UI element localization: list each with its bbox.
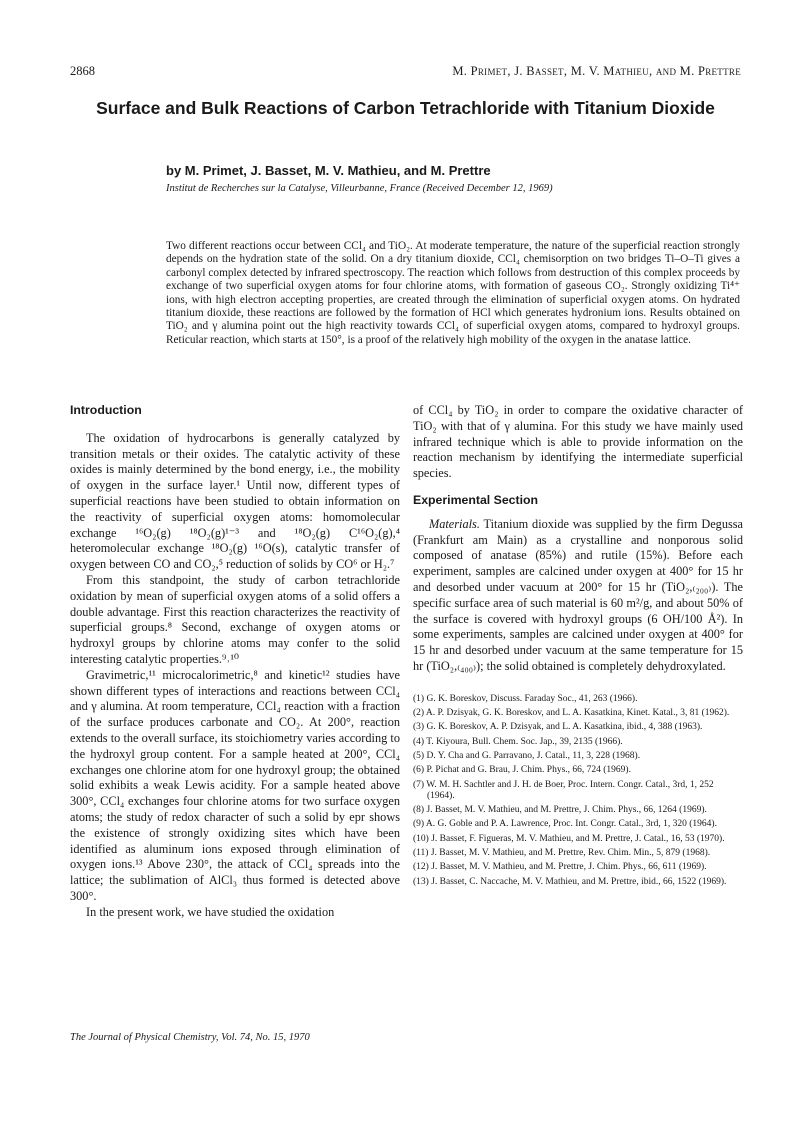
reference-list [413,694,743,888]
reference-item: (5) D. Y. Cha and G. Parravano, J. Catal., 11, 3, 228 (1968). [413,750,641,761]
intro-paragraph-2: From this standpoint, the study of carbon tetrachloride oxidation by mean of superficial oxygen atoms of a solid offers a double advantage. First this reaction characterizes the reactivity of superficial groups.⁸ Second, exchange of oxygen atoms or hydroxyl groups by chlorine atoms may confer to the solid interesting catalytic properties.⁹˒¹⁰ [70,572,400,666]
running-authors: M. Primet, J. Basset, M. V. Mathieu, and M. Prettre [452,64,741,78]
intro-paragraph-1: The oxidation of hydrocarbons is generally catalyzed by transition metals or their oxides. The catalytic activity of these oxides is mainly determined by the bond energy, i.e., the mobility of oxygen in the surface layer.¹ Until now, different types of superficial reactions have been studied to obtain information on the reactivity of superficial oxygen atoms: homomolecular exchange ¹⁶O₂(g) ¹⁸O₂(g)¹⁻³ and ¹⁸O₂(g) C¹⁶O₂(g),⁴ heteromolecular exchange ¹⁸O₂(g) ¹⁶O(s), catalytic transfer of oxygen between CO and CO₂,⁵ reduction of solids by CO⁶ or H₂.⁷ [70,430,400,572]
materials-text: Titanium dioxide was supplied by the firm Degussa (Frankfurt am Main) as a crystalline and nonporous solid composed of anatase (85%) and rutile (15%). Before each experiment, samples are calcined under oxygen at 400° for 15 hr and desorbed under vacuum at 200° for 15 hr (TiO₂,₍₂₀₀₎). The specific surface area of such material is 60 m²/g, and about 50% of the surface is covered with hydroxyl groups (6 OH/100 Å²). In some experiments, samples are calcined under oxygen at 400° for 15 hr and desorbed under vacuum at the same temperature for 15 hr (TiO₂,₍₄₀₀₎); the solid obtained is completely dehydroxylated. [413,516,743,673]
byline: by M. Primet, J. Basset, M. V. Mathieu, and M. Prettre [166,163,491,178]
right-column [413,403,743,891]
reference-item: (2) A. P. Dzisyak, G. K. Boreskov, and L. A. Kasatkina, Kinet. Katal., 3, 81 (1962). [413,708,730,719]
intro-paragraph-4: In the present work, we have studied the oxidation [86,904,335,919]
affiliation: Institut de Recherches sur la Catalyse, Villeurbanne, France (Received December 12, 1969) [166,183,553,194]
reference-item: (11) J. Basset, M. V. Mathieu, and M. Prettre, Rev. Chim. Min., 5, 879 (1968). [413,848,711,859]
reference-item: (7) W. M. H. Sachtler and J. H. de Boer, Proc. Intern. Congr. Catal., 3rd, 1, 252 (1964). [413,779,714,801]
reference-item: (13) J. Basset, C. Naccache, M. V. Mathieu, and M. Prettre, ibid., 66, 1522 (1969). [413,876,727,887]
reference-item: (6) P. Pichat and G. Brau, J. Chim. Phys., 66, 724 (1969). [413,765,631,776]
introduction-heading: Introduction [70,403,142,417]
reference-item: (8) J. Basset, M. V. Mathieu, and M. Prettre, J. Chim. Phys., 66, 1264 (1969). [413,805,707,816]
article-title: Surface and Bulk Reactions of Carbon Tetrachloride with Titanium Dioxide [96,98,715,118]
reference-item: (12) J. Basset, M. V. Mathieu, and M. Prettre, J. Chim. Phys., 66, 611 (1969). [413,862,707,873]
materials-paragraph [413,517,743,675]
experimental-heading: Experimental Section [413,492,539,507]
page-number: 2868 [70,64,95,78]
intro-continuation: of CCl₄ by TiO₂ in order to compare the oxidative character of TiO₂ with that of γ alumina. For this study we have mainly used infrared technique which is able to provide information on the reaction mechanism by identifying the intermediate superficial species. [413,403,743,481]
reference-item: (3) G. K. Boreskov, A. P. Dzisyak, and L. A. Kasatkina, ibid., 4, 388 (1963). [413,722,703,733]
running-header [70,64,741,82]
materials-label: Materials. [429,516,480,531]
reference-item: (4) T. Kiyoura, Bull. Chem. Soc. Jap., 39, 2135 (1966). [413,736,623,747]
reference-item: (10) J. Basset, F. Figueras, M. V. Mathieu, and M. Prettre, J. Catal., 16, 53 (1970). [413,833,725,844]
left-column [70,403,400,921]
journal-footer: The Journal of Physical Chemistry, Vol. 74, No. 15, 1970 [70,1032,310,1043]
reference-item: (1) G. K. Boreskov, Discuss. Faraday Soc., 41, 263 (1966). [413,693,638,704]
abstract: Two different reactions occur between CCl₄ and TiO₂. At moderate temperature, the nature of the superficial reaction strongly depends on the hydration state of the solid. On a dry titanium dioxide, CCl₄ chemisorption on two bridges Ti–O–Ti gives a carbonyl complex detected by infrared spectroscopy. The reaction which follows from destruction of this complex proceeds by exchange of two superficial oxygen atoms for four chlorine atoms, with formation of gaseous CO₂. Strongly oxidizing Ti⁴⁺ ions, with high electron accepting properties, are created through the elimination of superficial oxygen atoms. On hydrated titanium dioxide, these reactions are followed by the formation of HCl which generates hydronium ions. Results obtained on TiO₂ and γ alumina point out the high reactivity towards CCl₄ of superficial oxygen atoms, compared to hydroxyl groups. Reticular reaction, which starts at 150°, is a proof of the relatively high mobility of the oxygen in the anatase lattice. [166,240,740,346]
intro-paragraph-3: Gravimetric,¹¹ microcalorimetric,⁸ and kinetic¹² studies have shown different types of interactions and reactions between CCl₄ and γ alumina. At room temperature, CCl₄ reaction with a fraction of the surface produces carbonate and CO₂. At 200°, reaction extends to the overall surface, its stoichiometry varies according to the hydroxyl group content. For a sample heated at 200°, CCl₄ exchanges one chlorine atom for one hydroxyl group; the obtained solid exhibits a weak Lewis acidity. For a sample heated above 300°, CCl₄ exchanges four chlorine atoms for two surface oxygen atoms; the study of redox character of such a solid by epr shows the existence of strongly oxidizing sites which have been identified as aluminum ions exposed through elimination of oxygen ions.¹³ Above 230°, the attack of CCl₄ spreads into the lattice; the sublimation of AlCl₃ thus formed is detected above 300°. [70,667,400,903]
reference-item: (9) A. G. Goble and P. A. Lawrence, Proc. Int. Congr. Catal., 3rd, 1, 320 (1964). [413,819,717,830]
